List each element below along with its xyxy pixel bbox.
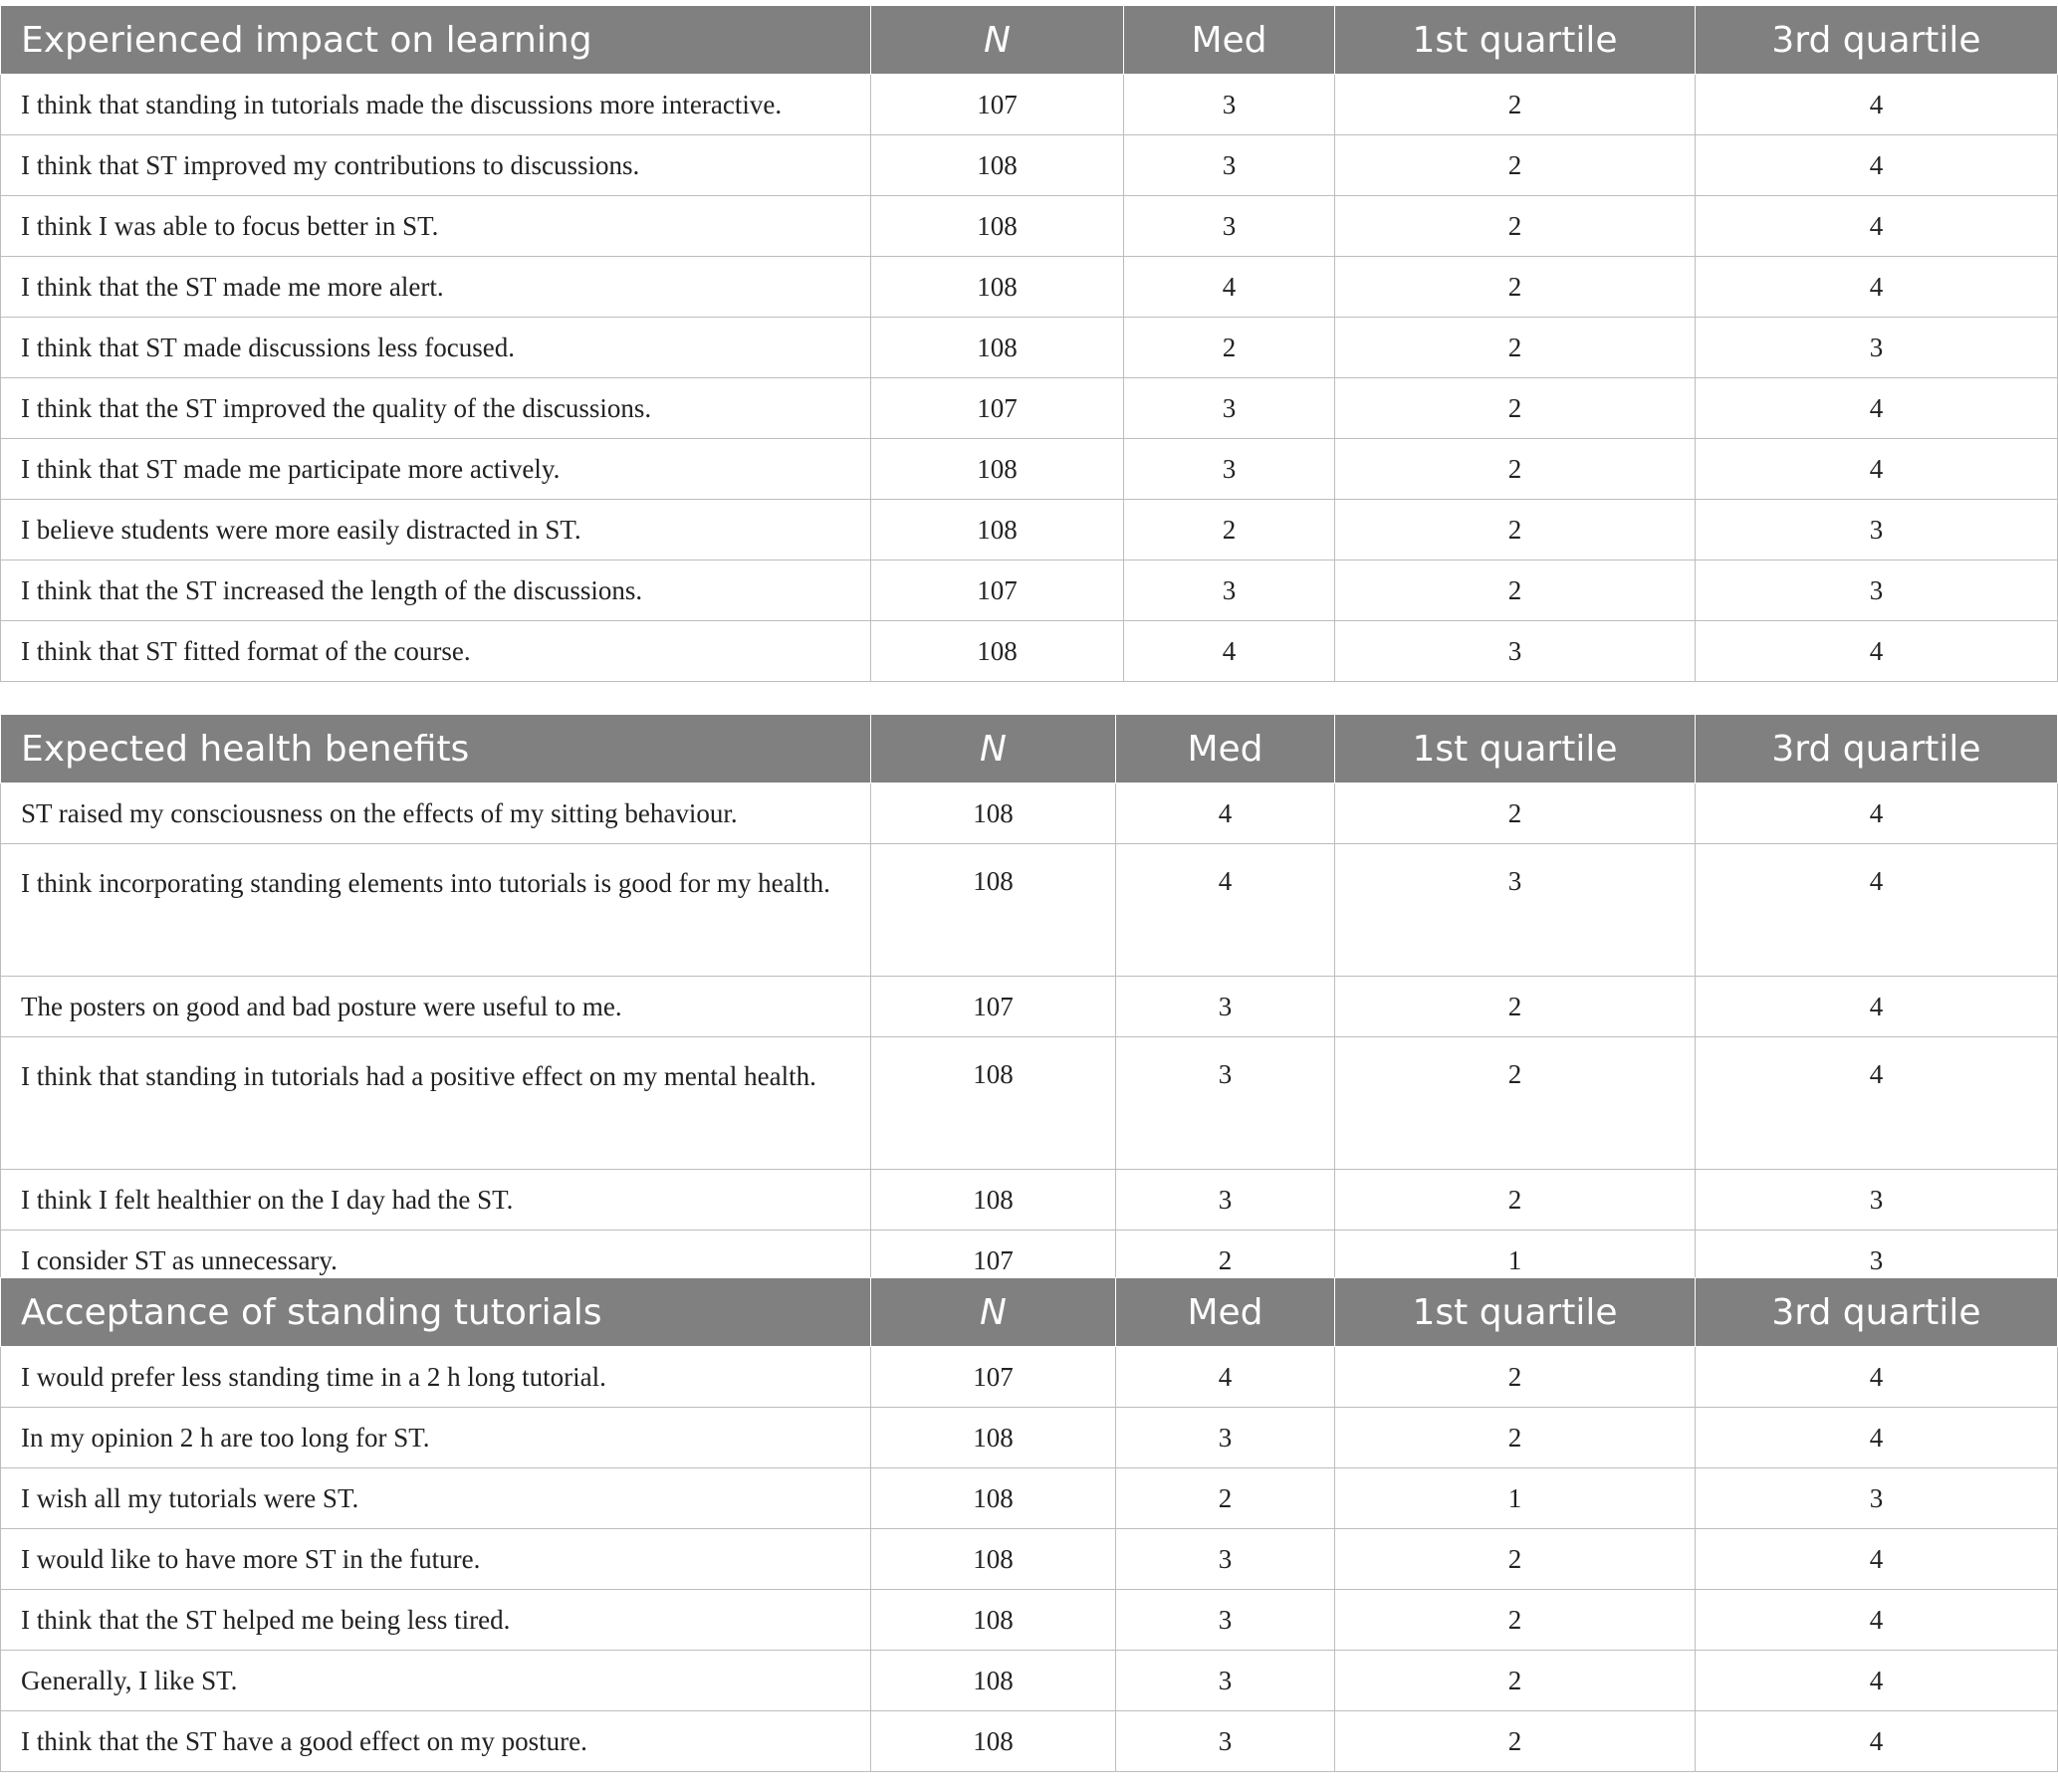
- med-cell: 4: [1116, 844, 1335, 977]
- statement-cell: The posters on good and bad posture were useful to me.: [1, 977, 871, 1037]
- table-row: [1, 977, 2058, 1037]
- statement-cell: I think that the ST made me more alert.: [1, 257, 871, 318]
- q1-cell: 2: [1335, 135, 1696, 196]
- n-cell: 108: [871, 1651, 1116, 1711]
- statement-cell: I think that ST made discussions less focused.: [1, 318, 871, 378]
- column-header-q1: 1st quartile: [1335, 1278, 1696, 1347]
- statement-cell: I think that ST fitted format of the course.: [1, 621, 871, 682]
- q3-cell: 4: [1696, 977, 2058, 1037]
- n-cell: 108: [871, 1711, 1116, 1772]
- statement-cell: Generally, I like ST.: [1, 1651, 871, 1711]
- q3-cell: 3: [1696, 560, 2058, 621]
- q1-cell: 2: [1335, 500, 1696, 560]
- n-cell: 108: [871, 1037, 1116, 1170]
- statement-cell: I wish all my tutorials were ST.: [1, 1468, 871, 1529]
- med-cell: 4: [1116, 784, 1335, 844]
- column-header-n: N: [871, 715, 1116, 784]
- statement-cell: I think that the ST helped me being less tired.: [1, 1590, 871, 1651]
- n-cell: 108: [871, 135, 1124, 196]
- n-cell: 108: [871, 784, 1116, 844]
- section-title: Acceptance of standing tutorials: [1, 1278, 871, 1347]
- q3-cell: 4: [1696, 844, 2058, 977]
- table-row: [1, 439, 2058, 500]
- med-cell: 3: [1116, 1529, 1335, 1590]
- q1-cell: 2: [1335, 560, 1696, 621]
- table-row: [1, 621, 2058, 682]
- table-row: [1, 75, 2058, 135]
- table-row: [1, 135, 2058, 196]
- med-cell: 4: [1116, 1347, 1335, 1408]
- med-cell: 3: [1124, 378, 1335, 439]
- q1-cell: 2: [1335, 1347, 1696, 1408]
- q1-cell: 2: [1335, 196, 1696, 257]
- q1-cell: 2: [1335, 1170, 1696, 1231]
- q1-cell: 2: [1335, 1590, 1696, 1651]
- q3-cell: 3: [1696, 500, 2058, 560]
- q3-cell: 4: [1696, 378, 2058, 439]
- statement-cell: I think that standing in tutorials made the discussions more interactive.: [1, 75, 871, 135]
- table-row: [1, 560, 2058, 621]
- n-cell: 108: [871, 1529, 1116, 1590]
- table-row: [1, 257, 2058, 318]
- q1-cell: 2: [1335, 318, 1696, 378]
- q3-cell: 3: [1696, 318, 2058, 378]
- q1-cell: 2: [1335, 1711, 1696, 1772]
- q1-cell: 2: [1335, 378, 1696, 439]
- q3-cell: 3: [1696, 1231, 2058, 1291]
- med-cell: 3: [1116, 1037, 1335, 1170]
- med-cell: 3: [1116, 1590, 1335, 1651]
- q1-cell: 2: [1335, 75, 1696, 135]
- med-cell: 2: [1124, 500, 1335, 560]
- n-cell: 108: [871, 1408, 1116, 1468]
- statement-cell: In my opinion 2 h are too long for ST.: [1, 1408, 871, 1468]
- statement-cell: I think I felt healthier on the I day had the ST.: [1, 1170, 871, 1231]
- table-row: [1, 1037, 2058, 1170]
- n-cell: 107: [871, 1231, 1116, 1291]
- q1-cell: 2: [1335, 439, 1696, 500]
- q3-cell: 4: [1696, 1408, 2058, 1468]
- table-row: [1, 1468, 2058, 1529]
- table-header-row: [1, 1278, 2058, 1347]
- med-cell: 2: [1116, 1468, 1335, 1529]
- med-cell: 3: [1116, 1651, 1335, 1711]
- column-header-med: Med: [1116, 1278, 1335, 1347]
- med-cell: 3: [1124, 439, 1335, 500]
- n-cell: 107: [871, 560, 1124, 621]
- statement-cell: I think that standing in tutorials had a positive effect on my mental health.: [1, 1037, 871, 1170]
- q1-cell: 3: [1335, 844, 1696, 977]
- q1-cell: 1: [1335, 1231, 1696, 1291]
- q3-cell: 4: [1696, 196, 2058, 257]
- n-cell: 108: [871, 1170, 1116, 1231]
- table-row: [1, 1347, 2058, 1408]
- column-header-q1: 1st quartile: [1335, 715, 1696, 784]
- n-cell: 107: [871, 977, 1116, 1037]
- table-row: [1, 196, 2058, 257]
- q3-cell: 4: [1696, 257, 2058, 318]
- table-expected-health-benefits: [0, 714, 2058, 1291]
- column-header-n: N: [871, 1278, 1116, 1347]
- table-header-row: [1, 6, 2058, 75]
- n-cell: 108: [871, 439, 1124, 500]
- table-row: [1, 1590, 2058, 1651]
- med-cell: 3: [1124, 75, 1335, 135]
- section-title: Expected health benefits: [1, 715, 871, 784]
- statement-cell: I think I was able to focus better in ST.: [1, 196, 871, 257]
- statement-cell: I think that the ST have a good effect on my posture.: [1, 1711, 871, 1772]
- table-experienced-impact: [0, 5, 2058, 682]
- table-row: [1, 1408, 2058, 1468]
- q3-cell: 4: [1696, 1711, 2058, 1772]
- statement-cell: I believe students were more easily distracted in ST.: [1, 500, 871, 560]
- column-header-med: Med: [1116, 715, 1335, 784]
- med-cell: 3: [1116, 977, 1335, 1037]
- statement-cell: I think that ST improved my contributions to discussions.: [1, 135, 871, 196]
- q1-cell: 2: [1335, 977, 1696, 1037]
- table-row: [1, 500, 2058, 560]
- statement-cell: I think that ST made me participate more actively.: [1, 439, 871, 500]
- column-header-q1: 1st quartile: [1335, 6, 1696, 75]
- n-cell: 108: [871, 1590, 1116, 1651]
- q3-cell: 4: [1696, 135, 2058, 196]
- statement-cell: I think incorporating standing elements into tutorials is good for my health.: [1, 844, 871, 977]
- table-row: [1, 318, 2058, 378]
- n-cell: 107: [871, 75, 1124, 135]
- q3-cell: 4: [1696, 784, 2058, 844]
- q3-cell: 3: [1696, 1170, 2058, 1231]
- table-row: [1, 1651, 2058, 1711]
- table-row: [1, 784, 2058, 844]
- column-header-q3: 3rd quartile: [1696, 6, 2058, 75]
- n-cell: 107: [871, 1347, 1116, 1408]
- table-acceptance-of-standing-tutorials: [0, 1277, 2058, 1772]
- n-cell: 108: [871, 257, 1124, 318]
- table-row: [1, 378, 2058, 439]
- q1-cell: 2: [1335, 1408, 1696, 1468]
- statement-cell: I consider ST as unnecessary.: [1, 1231, 871, 1291]
- q3-cell: 4: [1696, 1590, 2058, 1651]
- n-cell: 108: [871, 500, 1124, 560]
- med-cell: 3: [1116, 1408, 1335, 1468]
- statement-cell: I think that the ST improved the quality of the discussions.: [1, 378, 871, 439]
- table-row: [1, 1711, 2058, 1772]
- med-cell: 2: [1116, 1231, 1335, 1291]
- q3-cell: 4: [1696, 75, 2058, 135]
- q3-cell: 4: [1696, 1529, 2058, 1590]
- q3-cell: 4: [1696, 621, 2058, 682]
- med-cell: 4: [1124, 257, 1335, 318]
- statement-cell: ST raised my consciousness on the effects of my sitting behaviour.: [1, 784, 871, 844]
- q1-cell: 2: [1335, 257, 1696, 318]
- statement-cell: I would prefer less standing time in a 2 h long tutorial.: [1, 1347, 871, 1408]
- q3-cell: 4: [1696, 1037, 2058, 1170]
- n-cell: 108: [871, 621, 1124, 682]
- med-cell: 3: [1124, 196, 1335, 257]
- n-cell: 107: [871, 378, 1124, 439]
- statement-cell: I would like to have more ST in the future.: [1, 1529, 871, 1590]
- q3-cell: 4: [1696, 1347, 2058, 1408]
- column-header-n: N: [871, 6, 1124, 75]
- q1-cell: 2: [1335, 1037, 1696, 1170]
- n-cell: 108: [871, 318, 1124, 378]
- med-cell: 3: [1116, 1711, 1335, 1772]
- column-header-q3: 3rd quartile: [1696, 715, 2058, 784]
- q1-cell: 3: [1335, 621, 1696, 682]
- q3-cell: 4: [1696, 1651, 2058, 1711]
- med-cell: 2: [1124, 318, 1335, 378]
- table-row: [1, 1170, 2058, 1231]
- n-cell: 108: [871, 196, 1124, 257]
- q1-cell: 2: [1335, 1651, 1696, 1711]
- med-cell: 3: [1124, 560, 1335, 621]
- q1-cell: 2: [1335, 1529, 1696, 1590]
- q1-cell: 1: [1335, 1468, 1696, 1529]
- table-row: [1, 844, 2058, 977]
- med-cell: 3: [1124, 135, 1335, 196]
- column-header-q3: 3rd quartile: [1696, 1278, 2058, 1347]
- q1-cell: 2: [1335, 784, 1696, 844]
- q3-cell: 4: [1696, 439, 2058, 500]
- column-header-med: Med: [1124, 6, 1335, 75]
- q3-cell: 3: [1696, 1468, 2058, 1529]
- section-title: Experienced impact on learning: [1, 6, 871, 75]
- table-header-row: [1, 715, 2058, 784]
- table-row: [1, 1529, 2058, 1590]
- med-cell: 4: [1124, 621, 1335, 682]
- n-cell: 108: [871, 844, 1116, 977]
- med-cell: 3: [1116, 1170, 1335, 1231]
- n-cell: 108: [871, 1468, 1116, 1529]
- statement-cell: I think that the ST increased the length of the discussions.: [1, 560, 871, 621]
